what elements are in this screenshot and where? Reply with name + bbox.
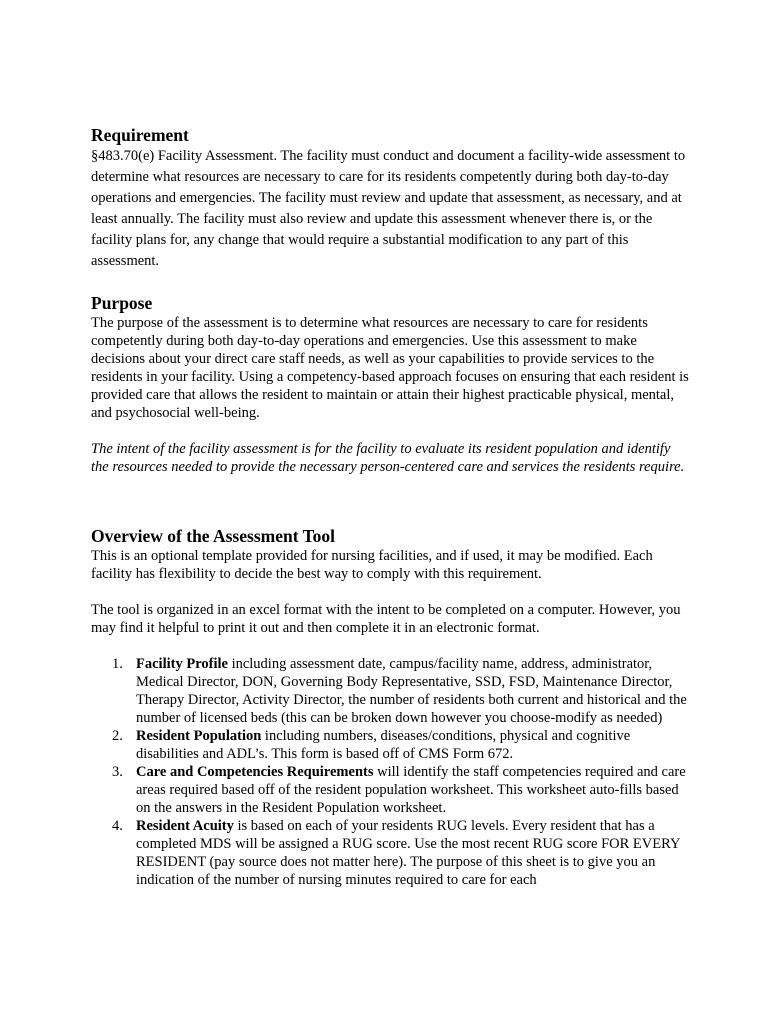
assessment-tool-list [91,655,691,889]
list-item-number: 4. [112,818,123,834]
list-item [91,763,691,817]
purpose-body: The purpose of the assessment is to determine what resources are necessary to care for residents competently during both day-to-day operations and emergencies. Use this assessment to make decisions about your direct care staff needs, as well as your capabilities to provide services to the residents in your facility. Using a competency-based approach focuses on ensuring that each resident is provided care that allows the resident to maintain or attain their highest practicable physical, mental, and psychosocial well-being. [91,315,689,421]
requirement-heading: Requirement [91,125,189,145]
list-item-text: including numbers, diseases/conditions, physical and cognitive disabilities and ADL’s. This form is based off of CMS Form 672. [136,728,631,762]
overview-para-1: This is an optional template provided for nursing facilities, and if used, it may be modified. Each facility has flexibility to decide the best way to comply with this requirement. [91,548,653,582]
purpose-intent: The intent of the facility assessment is for the facility to evaluate its resident population and identify the resources needed to provide the necessary person-centered care and services the residents require. [91,441,685,475]
requirement-body: §483.70(e) Facility Assessment. The facility must conduct and document a facility-wide assessment to determine what resources are necessary to care for its residents competently during both day-to-day operations and emergencies. The facility must review and update that assessment, as necessary, and at least annually. The facility must also review and update this assessment whenever there is, or the facility plans for, any change that would require a substantial modification to any part of this assessment. [91,148,686,269]
list-item [91,817,691,889]
list-item-number: 2. [112,728,123,744]
overview-section [91,525,691,889]
requirement-section [91,124,691,272]
list-item-text: will identify the staff competencies required and care areas required based off of the resident population worksheet. This worksheet auto-fills based on the answers in the Resident Population worksheet. [136,764,686,816]
list-item-title: Care and Competencies Requirements [136,764,374,780]
purpose-heading: Purpose [91,293,153,313]
overview-para-2: The tool is organized in an excel format with the intent to be completed on a computer. However, you may find it helpful to print it out and then complete it in an electronic format. [91,602,681,636]
list-item-title: Resident Acuity [136,818,234,834]
list-item-text: including assessment date, campus/facility name, address, administrator, Medical Director, DON, Governing Body Representative, SSD, FSD, Maintenance Director, Therapy Director, Activity Director, the number of residents both current and historical and the number of licensed beds (this can be broken down however you choose-modify as needed) [136,656,687,726]
overview-heading: Overview of the Assessment Tool [91,526,336,546]
list-item-number: 3. [112,764,123,780]
list-item-title: Resident Population [136,728,262,744]
list-item [91,655,691,727]
purpose-section [91,292,691,476]
list-item-title: Facility Profile [136,656,228,672]
list-item [91,727,691,763]
list-item-text: is based on each of your residents RUG levels. Every resident that has a completed MDS will be assigned a RUG score. Use the most recent RUG score FOR EVERY RESIDENT (pay source does not matter here). The purpose of this sheet is to give you an indication of the number of nursing minutes required to care for each [136,818,680,888]
list-item-number: 1. [112,656,123,672]
